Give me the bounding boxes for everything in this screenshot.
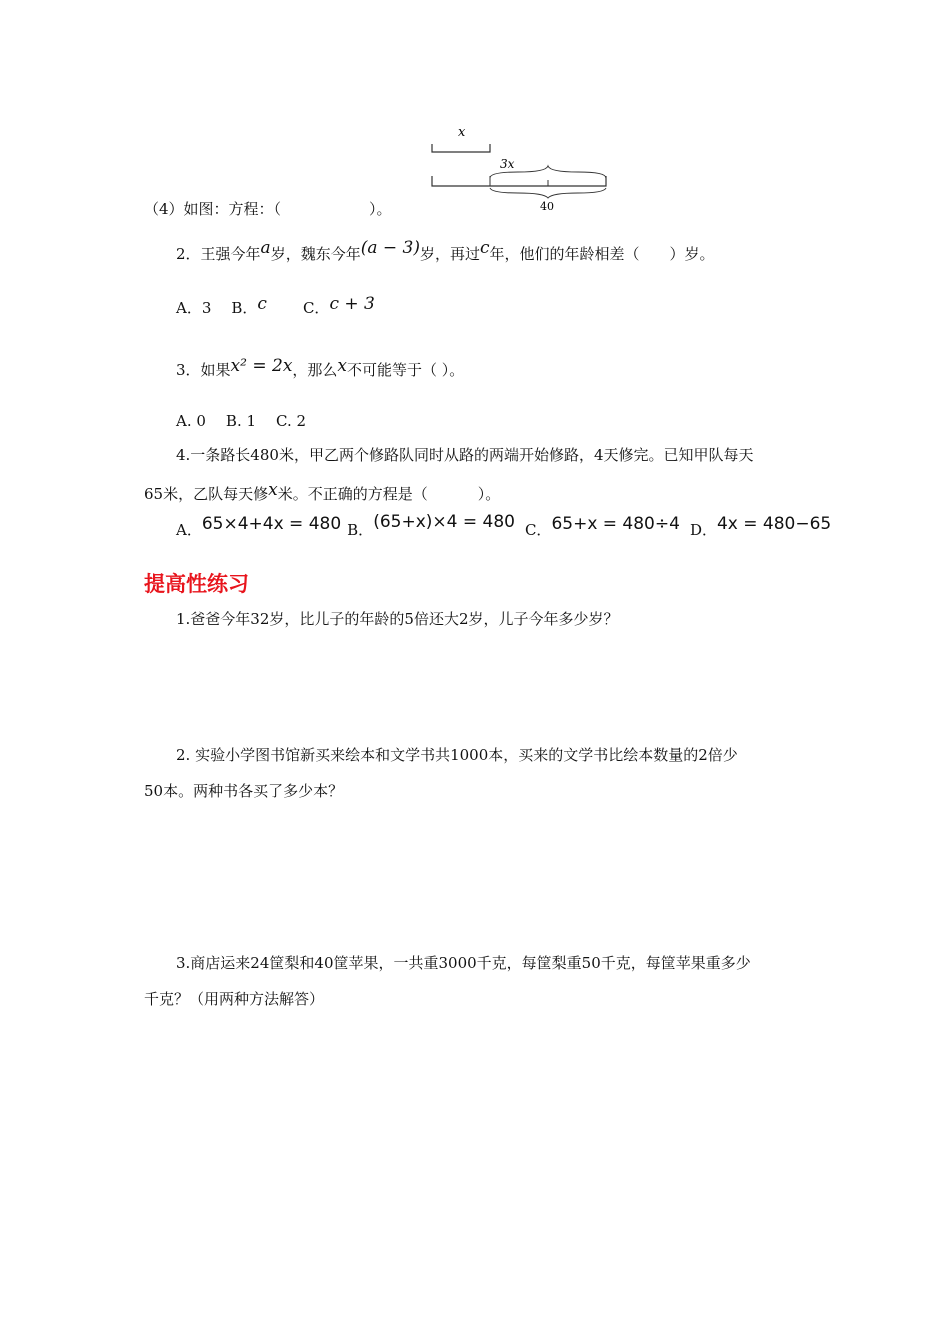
- brace-40: [490, 188, 606, 198]
- q4-option-a-label[interactable]: A．: [176, 521, 202, 539]
- q3-text-1: 3．如果: [176, 361, 231, 379]
- q2-text-2: 岁，魏东今年: [270, 245, 361, 263]
- diagram-label-40: 40: [540, 200, 554, 213]
- q3-text-2: ，那么: [292, 361, 338, 379]
- problem-2-line-2: 50本。两种书各买了多少本？: [144, 782, 344, 800]
- line-segment-diagram: [428, 120, 608, 215]
- q3-text-3: 不可能等于（ ）。: [347, 361, 465, 379]
- q2-var-c: c: [480, 238, 490, 258]
- question-4-line-2: [144, 480, 501, 503]
- question-2: [176, 238, 715, 263]
- q2-expr: (a − 3): [360, 238, 420, 258]
- q2-text-4: 年，他们的年龄相差（: [489, 245, 640, 263]
- q4-var-x: x: [268, 480, 278, 500]
- q1-4-text: （4）如图：方程：（: [144, 200, 282, 218]
- q2-option-b[interactable]: B．: [231, 299, 258, 317]
- q4-text-3: ）。: [477, 485, 501, 503]
- q3-option-c[interactable]: C. 2: [276, 412, 307, 430]
- q4-option-a-eq: 65×4+4x = 480: [201, 514, 342, 534]
- question-3: [176, 356, 465, 379]
- q3-equation: x² = 2x: [230, 356, 293, 376]
- q3-var-x: x: [337, 356, 348, 376]
- q3-option-a[interactable]: A. 0: [176, 412, 206, 430]
- problem-3-line-1: 3.商店运来24筐梨和40筐苹果，一共重3000千克，每筐梨重50千克，每筐苹果重多少: [176, 954, 751, 972]
- q4-option-c-eq: 65+x = 480÷4: [551, 514, 680, 534]
- q4-text-1: 65米，乙队每天修: [144, 485, 269, 503]
- q2-option-a[interactable]: A．3: [176, 299, 212, 317]
- problem-3-line-2: 千克？（用两种方法解答）: [144, 990, 325, 1008]
- q2-text-3: 岁，再过: [419, 245, 480, 263]
- q2-option-c-math: c + 3: [329, 294, 375, 314]
- q2-text-1: 2．王强今年: [176, 245, 261, 263]
- segment-total: [432, 176, 606, 186]
- q2-option-c[interactable]: C．: [302, 299, 330, 317]
- problem-2-line-1: 2. 实验小学图书馆新买来绘本和文学书共1000本，买来的文学书比绘本数量的2倍少: [176, 746, 738, 764]
- q4-text-2: 米。不正确的方程是（: [277, 485, 428, 503]
- q1-4-close: ）。: [369, 200, 392, 218]
- q2-var-a: a: [260, 238, 271, 258]
- diagram-label-x: x: [458, 125, 466, 140]
- segment-x: [432, 144, 490, 152]
- question-3-options: [176, 414, 306, 429]
- problem-1: 1.爸爸今年32岁，比儿子的年龄的5倍还大2岁，儿子今年多少岁？: [176, 610, 619, 628]
- q2-text-5: ）岁。: [669, 245, 715, 263]
- q4-option-b-label[interactable]: B．: [347, 521, 374, 539]
- q4-option-d-eq: 4x = 480−65: [716, 514, 832, 534]
- q2-option-b-math: c: [257, 294, 267, 314]
- section-heading: 提高性练习: [144, 572, 249, 596]
- diagram-label-3x: 3x: [500, 157, 515, 171]
- question-4-options: [176, 512, 832, 539]
- question-1-4: [144, 202, 392, 217]
- q4-option-d-label[interactable]: D．: [689, 521, 717, 539]
- q4-option-c-label[interactable]: C．: [524, 521, 552, 539]
- question-2-options: [176, 294, 375, 317]
- q3-option-b[interactable]: B. 1: [225, 412, 257, 430]
- q4-option-b-eq: (65+x)×4 = 480: [373, 512, 515, 532]
- question-4-line-1: 4.一条路长480米，甲乙两个修路队同时从路的两端开始修路，4天修完。已知甲队每天: [176, 446, 754, 464]
